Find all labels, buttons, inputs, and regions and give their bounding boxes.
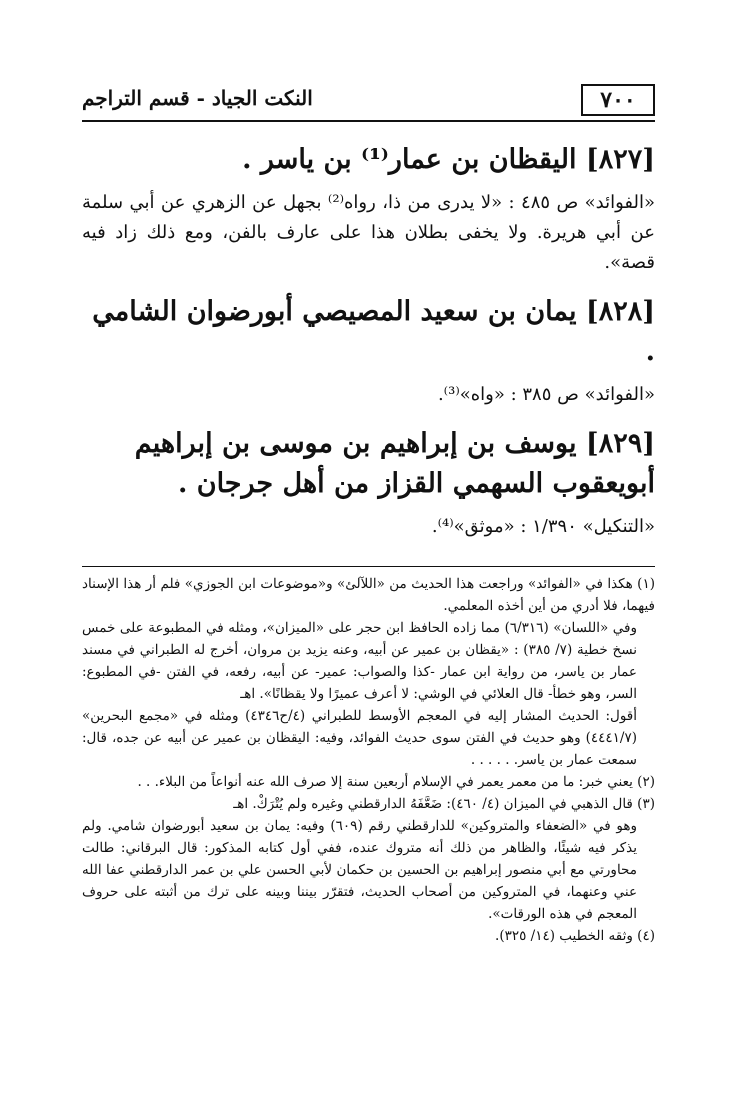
entry-829	[82, 424, 655, 542]
running-title: النكت الجياد - قسم التراجم	[82, 86, 313, 110]
footnote-1	[82, 573, 655, 771]
footnote-text: (١) هكذا في «الفوائد» وراجعت هذا الحديث من «اللآلئ» و«موضوعات ابن الجوزي» فلم أر هذا الإسناد فيهما، فلا أدري من أين أخذه المعلمي.	[82, 576, 655, 614]
entry-body: «الفوائد» ص ٣٨٥ : «واه»⁽³⁾.	[437, 384, 655, 405]
footnote-text: وهو في «الضعفاء والمتروكين» للدارقطني رقم (٦٠٩) وفيه: يمان بن سعيد أبورضوان شامي. ولم يذكر فيه شيئًا، والظاهر من ذلك أنه متروك عنده، ففي أول كتابه المذكور: قال البرقاني: طالت محاورتي مع أبي منصور إبراهيم بن الحسين بن حكمان لأبي الحسن علي بن عمر الدارقطني عفا الله عني وعنهما، في المتروكين من أصحاب الحديث، فتقرّر بيننا وبينه على ترك من أثبته على حروف المعجم في هذه الورقات».	[82, 818, 637, 922]
footnote-2	[82, 771, 655, 793]
footnote-text: (٢) يعني خبر: ما من معمر يعمر في الإسلام أربعين سنة إلا صرف الله عنه أنواعاً من البلاء. . .	[137, 774, 655, 790]
footnote-3	[82, 793, 655, 925]
footnotes	[82, 566, 655, 947]
entries	[82, 140, 655, 556]
page-number: ٧٠٠	[581, 84, 655, 116]
entry-827	[82, 140, 655, 278]
footnote-text: (٤) وثقه الخطيب (١٤/ ٣٢٥).	[495, 928, 655, 944]
entry-828	[82, 292, 655, 410]
entry-title: [٨٢٧] اليقظان بن عمار⁽¹⁾ بن ياسر .	[242, 144, 655, 175]
entry-body: «الفوائد» ص ٤٨٥ : «لا يدرى من ذا، رواه⁽²⁾ بجهل عن الزهري عن أبي سلمة عن أبي هريرة. ولا يخفى بطلان هذا على عارف بالفن، ومع ذلك زاد فيه قصة».	[82, 192, 655, 273]
entry-title: [٨٢٨] يمان بن سعيد المصيصي أبورضوان الشامي .	[92, 296, 655, 367]
entry-body: «التنكيل» ١/٣٩٠ : «موثق»⁽⁴⁾.	[431, 516, 655, 537]
page-header	[82, 80, 655, 122]
footnote-4	[82, 925, 655, 947]
footnote-text: وفي «اللسان» (٦/٣١٦) مما زاده الحافظ ابن حجر على «الميزان»، ومثله في المطبوعة على خمس نسخ خطية (٧/ ٣٨٥) : «يقظان بن عمير عن أبيه، وعنه يزيد بن مروان، أخرج له الطبراني في مسند عمار بن ياسر، من رواية ابن عمار -كذا والصواب: عمير- عن أبيه، رفعه، في الفتن -في المطبوع: السر، وهو خطأ- قال العلائي في الوشي: لا أعرف عميرًا ولا يقظانًا». اهـ	[82, 620, 638, 702]
footnote-text: (٣) قال الذهبي في الميزان (٤/ ٤٦٠): ضَعَّفَهُ الدارقطني وغيره ولم يُتْرَكْ. اهـ	[233, 796, 655, 812]
entry-title: [٨٢٩] يوسف بن إبراهيم بن موسى بن إبراهيم أبويعقوب السهمي القزاز من أهل جرجان .	[134, 428, 655, 499]
footnote-text: أقول: الحديث المشار إليه في المعجم الأوسط للطبراني (٤/ح٤٣٤٦) ومثله في «مجمع البحرين» (٤٤٤١/٧) وهو حديث في الفتن سوى حديث الفوائد، وفيه: اليقظان بن عمير عن أبيه عن جده، قال: سمعت عمار بن ياسر. . . . . .	[82, 708, 637, 768]
